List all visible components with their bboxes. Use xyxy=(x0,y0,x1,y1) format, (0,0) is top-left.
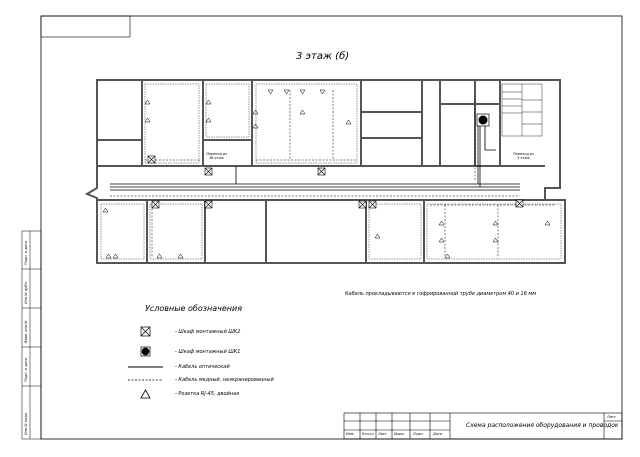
stamp-col-data: Дата xyxy=(433,432,443,436)
stamp-col-list: Лист xyxy=(378,432,387,436)
side-stamp-label-3: Взам. инв.№ xyxy=(24,320,28,343)
cable-note: Кабель прокладываются в гофрированной трубе диаметром 40 и 16 мм xyxy=(345,291,536,297)
stamp-col-izm: Изм. xyxy=(346,432,355,436)
side-stamp-label-5: Подп. и дата xyxy=(24,241,28,265)
triangle-icon xyxy=(141,390,150,398)
corner-stamp xyxy=(41,16,130,37)
crossed-box-icon xyxy=(141,327,150,336)
side-stamp-label-1: Инв.№ подл. xyxy=(24,411,28,435)
legend-symbols xyxy=(128,327,163,398)
transition-note-right-line2: 4 этаж xyxy=(517,156,530,160)
floor-title: 3 этаж (б) xyxy=(296,51,350,62)
drawing-title: Схема расположения оборудования и проводок xyxy=(466,422,619,429)
transition-note-left-line1: Переход из xyxy=(206,152,228,156)
legend-label-shk1: - Шкаф монтажный ШК1 xyxy=(175,349,241,355)
stamp-col-koluch: Кол.уч xyxy=(362,432,375,436)
legend-title: Условные обозначения xyxy=(145,304,243,313)
floor-plan xyxy=(87,80,565,263)
room-outlines xyxy=(101,84,561,259)
side-stamp-label-2: Подп. и дата xyxy=(24,358,28,382)
optical-cables xyxy=(110,118,520,190)
legend-label-shk2: - Шкаф монтажный ШК2 xyxy=(175,329,241,335)
cabinet-shk1-icon xyxy=(477,114,489,126)
filled-circle-box-icon xyxy=(141,347,150,356)
stamp-col-podp: Подп. xyxy=(413,432,424,436)
sheet-label: Лист xyxy=(607,415,616,419)
legend-label-copper: - Кабель медный, неэкранированный xyxy=(175,377,274,383)
transition-note-right-line1: Переход из xyxy=(513,152,535,156)
side-stamp-label-4: Инв.№ дубл. xyxy=(24,281,28,304)
stairs xyxy=(502,84,542,136)
transition-note-left-line2: 3б этаж xyxy=(209,156,224,160)
legend-label-socket: - Розетка RJ-45, двойная xyxy=(175,391,240,397)
legend-label-optical: - Кабель оптический xyxy=(175,364,230,370)
stamp-col-ndoc: №док xyxy=(394,432,405,436)
transition-note-right xyxy=(513,152,534,160)
transition-note-left xyxy=(206,152,227,160)
